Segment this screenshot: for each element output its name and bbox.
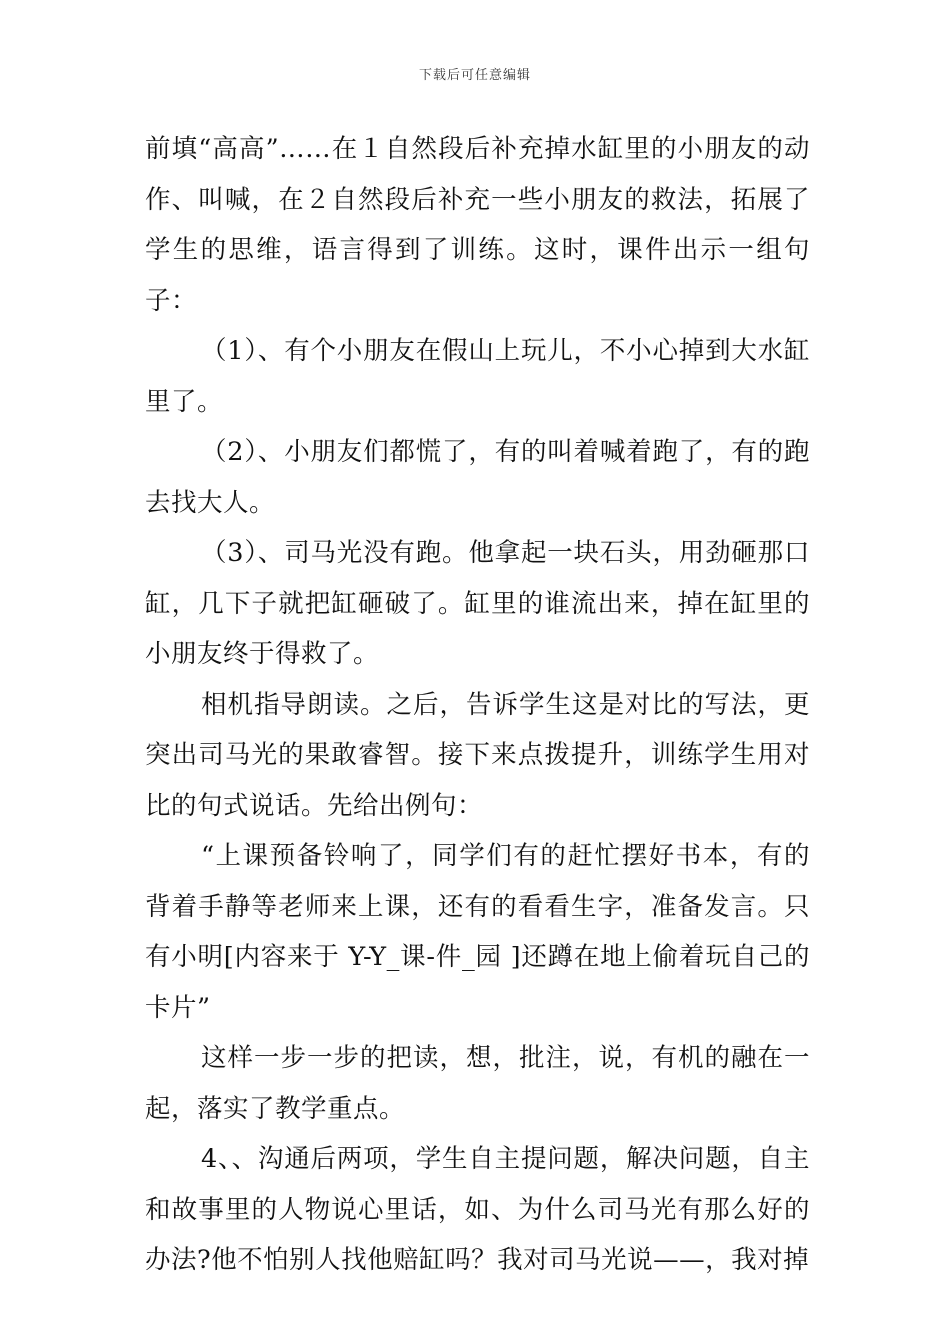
paragraph-7: 这样一步一步的把读，想，批注，说，有机的融在一起，落实了教学重点。 [145,1043,810,1124]
document-body [145,124,810,1286]
paragraph-5: 相机指导朗读。之后，告诉学生这是对比的写法，更突出司马光的果敢睿智。接下来点拨提升，训练学生用对比的句式说话。先给出例句： [145,689,810,821]
paragraph-1: 前填“高高”……在１自然段后补充掉水缸里的小朋友的动作、叫喊，在２自然段后补充一些小朋友的救法，拓展了学生的思维，语言得到了训练。这时，课件出示一组句子： [145,134,810,316]
paragraph-2: （1）、有个小朋友在假山上玩儿，不小心掉到大水缸里了。 [145,336,810,417]
paragraph-8: 4、、沟通后两项，学生自主提问题，解决问题，自主和故事里的人物说心里话，如、为什么司马光有那么好的办法?他不怕别人找他赔缸吗？我对司马光说——，我对掉 [145,1144,810,1275]
paragraph-6: “上课预备铃响了，同学们有的赶忙摆好书本，有的背着手静等老师来上课，还有的看看生字，准备发言。只有小明[内容来于 Y-Y_课-件_园 ]还蹲在地上偷着玩自己的卡片” [145,841,810,1023]
paragraph-4: （3）、司马光没有跑。他拿起一块石头，用劲砸那口缸，几下子就把缸砸破了。缸里的谁流出来，掉在缸里的小朋友终于得救了。 [145,538,810,669]
page-header-note: 下载后可任意编辑 [418,68,531,83]
paragraph-3: （2）、小朋友们都慌了，有的叫着喊着跑了，有的跑去找大人。 [145,437,810,518]
